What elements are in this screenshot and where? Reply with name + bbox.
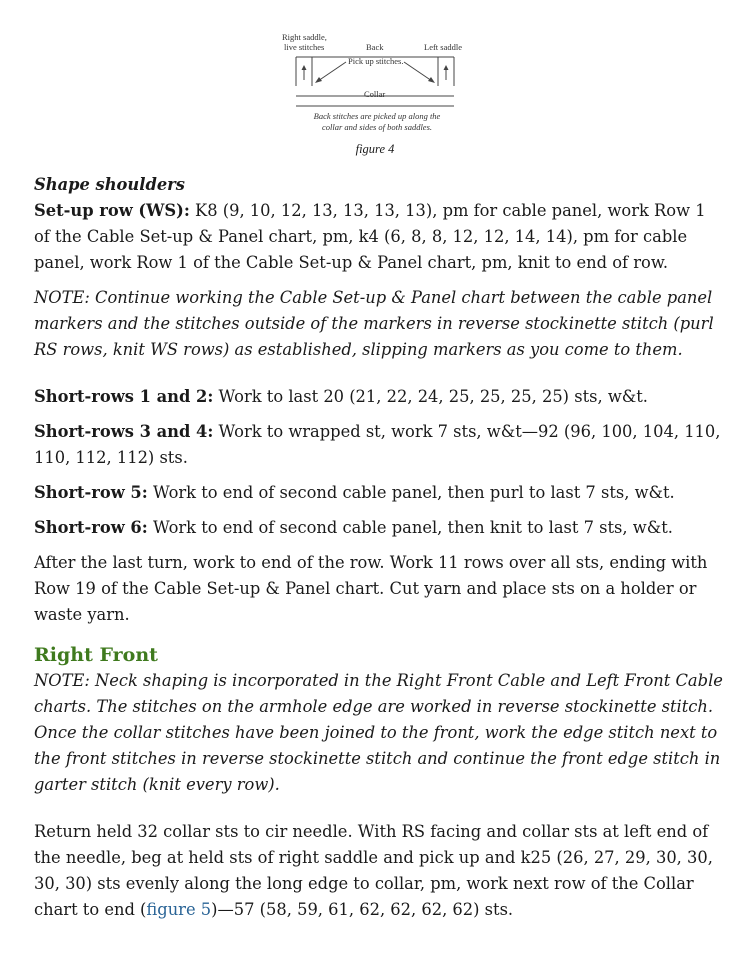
figure-title: figure 4 — [355, 142, 395, 156]
short-row-5-text: Work to end of second cable panel, then purl to last 7 sts, w&t. — [147, 483, 675, 502]
right-front-heading: Right Front — [34, 644, 158, 666]
short-rows-3-4 — [34, 419, 724, 471]
short-row-5-label: Short-row 5: — [34, 483, 148, 502]
left-saddle-label: Left saddle — [424, 42, 462, 52]
collar-pickup-text-b: )—57 (58, 59, 61, 62, 62, 62, 62) sts. — [211, 900, 514, 919]
short-row-6 — [34, 515, 724, 541]
pick-up-stitches-label: Pick up stitches. — [348, 56, 404, 66]
cable-note: NOTE: Continue working the Cable Set-up & Panel chart between the cable panel markers and the stitches outside of the markers in reverse stockinette stitch (purl RS rows, knit WS rows) as established, slipping markers as you come to them. — [34, 288, 714, 359]
pattern-content — [34, 172, 724, 932]
short-rows-3-4-label: Short-rows 3 and 4: — [34, 422, 214, 441]
shape-shoulders-heading: Shape shoulders — [34, 175, 185, 194]
neck-shaping-note: NOTE: Neck shaping is incorporated in the Right Front Cable and Left Front Cable charts. The stitches on the armhole edge are worked in reverse stockinette stitch. Once the collar stitches have been joined to the front, work the edge stitch next to the front stitches in reverse stockinette stitch and continue the front edge stitch in garter stitch (knit every row). — [34, 671, 723, 794]
short-row-5 — [34, 480, 724, 506]
short-rows-1-2-label: Short-rows 1 and 2: — [34, 387, 214, 406]
collar-pickup-text-a: Return held 32 collar sts to cir needle. With RS facing and collar sts at left end of the needle, beg at held sts of right saddle and pick up and k25 (26, 27, 29, 30, 30, 30, 30) sts evenly along the long edge to collar, pm, work next row of the Collar chart to end ( — [34, 822, 713, 919]
collar-pickup-paragraph — [34, 819, 724, 923]
setup-row-text: K8 (9, 10, 12, 13, 13, 13, 13), pm for cable panel, work Row 1 of the Cable Set-up & Panel chart, pm, k4 (6, 8, 8, 12, 12, 14, 14), pm for cable panel, work Row 1 of the Cable Set-up & Panel chart, pm, knit to end of row. — [34, 201, 706, 272]
setup-row-label: Set-up row (WS): — [34, 201, 190, 220]
setup-row-paragraph — [34, 198, 724, 276]
right-saddle-label: Right saddle, — [282, 32, 327, 42]
figure-5-link[interactable]: figure 5 — [146, 900, 212, 919]
short-rows-1-2-text: Work to last 20 (21, 22, 24, 25, 25, 25, 25) sts, w&t. — [213, 387, 648, 406]
short-rows-3-4-text: Work to wrapped st, work 7 sts, w&t—92 (96, 100, 104, 110, 110, 112, 112) sts. — [34, 422, 721, 467]
figure-caption-line-1: Back stitches are picked up along the — [313, 111, 441, 121]
short-row-6-label: Short-row 6: — [34, 518, 148, 537]
figure-caption-line-2: collar and sides of both saddles. — [321, 122, 433, 132]
collar-label: Collar — [364, 89, 386, 99]
short-row-6-text: Work to end of second cable panel, then knit to last 7 sts, w&t. — [147, 518, 673, 537]
after-last-turn-paragraph: After the last turn, work to end of the row. Work 11 rows over all sts, ending with Row 19 of the Cable Set-up & Panel chart. Cut yarn and place sts on a holder or waste yarn. — [34, 553, 708, 624]
live-stitches-label: live stitches — [284, 42, 325, 52]
back-label: Back — [366, 42, 384, 52]
short-rows-1-2 — [34, 384, 724, 410]
